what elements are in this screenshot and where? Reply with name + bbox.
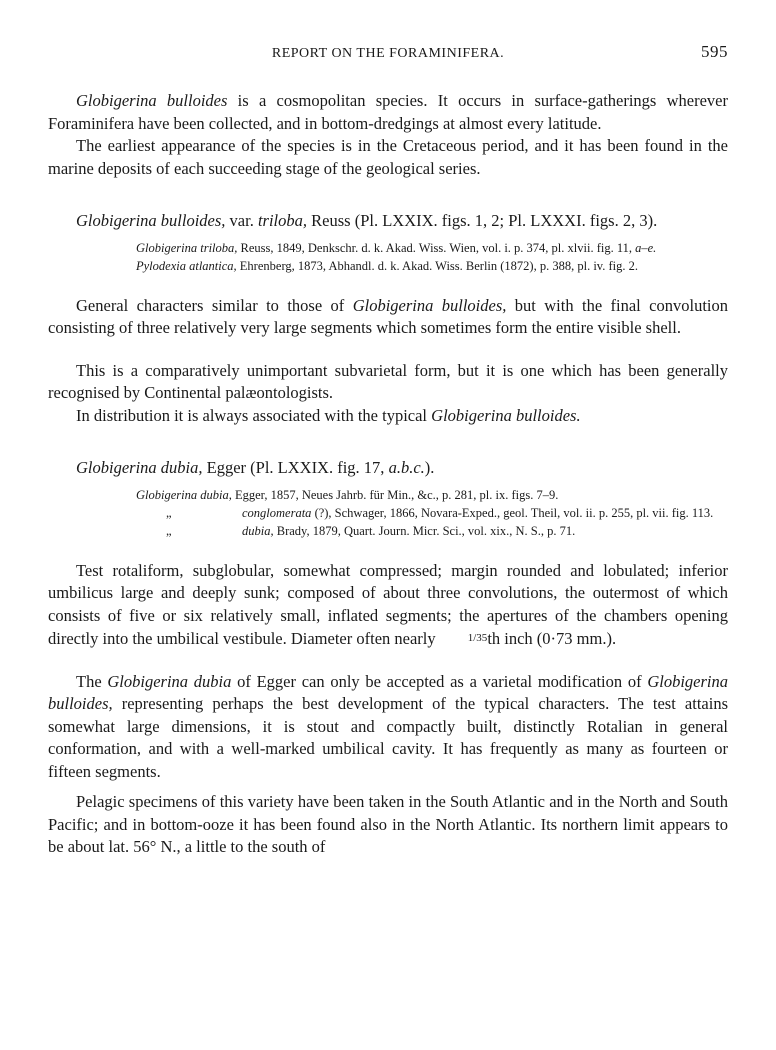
- synonymy-list-triloba: [136, 239, 728, 275]
- species-entry-dubia: Globigerina dubia, Egger (Pl. LXXIX. fig. 17, a.b.c.).: [76, 458, 435, 477]
- paragraph-geology: The earliest appearance of the species is in the Cretaceous period, and it has been found in the marine deposits of each succeeding stage of the geological series.: [48, 136, 728, 178]
- synonym-entry: „ conglomerata (?), Schwager, 1866, Novara-Exped., geol. Theil, vol. ii. p. 255, pl. vii. fig. 113.: [136, 504, 728, 522]
- synonym-entry: Pylodexia atlantica, Ehrenberg, 1873, Abhandl. d. k. Akad. Wiss. Berlin (1872), p. 388, pl. iv. fig. 2.: [136, 258, 638, 273]
- paragraph-triloba-characters: General characters similar to those of Globigerina bulloides, but with the final convolution consisting of three relatively very large segments which sometimes form the entire visible shell.: [48, 295, 728, 337]
- synonymy-list-dubia: [136, 486, 728, 540]
- running-header: [48, 40, 728, 64]
- synonym-entry: Globigerina triloba, Reuss, 1849, Denkschr. d. k. Akad. Wiss. Wien, vol. i. p. 374, pl. xlvii. fig. 11, a–e.: [136, 240, 657, 255]
- ditto-mark: „: [166, 505, 172, 520]
- synonym-entry: Globigerina dubia, Egger, 1857, Neues Jahrb. für Min., &c., p. 281, pl. ix. figs. 7–9.: [136, 487, 559, 502]
- synonym-entry: „ dubia, Brady, 1879, Quart. Journ. Micr. Sci., vol. xix., N. S., p. 71.: [136, 522, 728, 540]
- paragraph-dubia-description: Test rotaliform, subglobular, somewhat compressed; margin rounded and lobulated; inferior umbilicus large and deeply sunk; composed of about three convolutions, the outermost of which consists of five or six relatively small, inflated segments; the apertures of the chambers opening directly into the umbilical vestibule. Diameter often nearly 1/35th inch (0·73 mm.).: [48, 560, 728, 648]
- paragraph-association: In distribution it is always associated with the typical Globigerina bulloides.: [76, 405, 581, 425]
- page: [48, 40, 728, 859]
- paragraph-dubia-discussion: The Globigerina dubia of Egger can only be accepted as a varietal modification of Globigerina bulloides, representing perhaps the best development of the typical characters. The test attains somewhat large dimensions, it is stout and compactly built, distinctly Rotalian in general conformation, and with a well-marked umbilical cavity. It has frequently as many as fourteen or fifteen segments.: [48, 671, 729, 781]
- species-entry-triloba: Globigerina bulloides, var. triloba, Reuss (Pl. LXXIX. figs. 1, 2; Pl. LXXXI. figs. 2, 3).: [76, 211, 658, 230]
- paragraph-dubia-distribution: Pelagic specimens of this variety have been taken in the South Atlantic and in the North and South Pacific; and in bottom-ooze it has been found also in the North Atlantic. Its northern limit appears to be about lat. 56° N., a little to the south of: [48, 792, 728, 856]
- paragraph-distribution: Globigerina bulloides is a cosmopolitan species. It occurs in surface-gatherings wherever Foraminifera have been collected, and in bottom-dredgings at almost every latitude.: [48, 91, 728, 133]
- page-number: 595: [701, 42, 728, 61]
- fraction: 1/35: [467, 632, 488, 644]
- paragraph-subvarietal: This is a comparatively unimportant subvarietal form, but it is one which has been generally recognised by Continental palæontologists.: [48, 360, 728, 402]
- running-title: REPORT ON THE FORAMINIFERA.: [271, 46, 505, 61]
- ditto-mark: „: [166, 523, 172, 538]
- species-name: Globigerina bulloides: [76, 91, 228, 110]
